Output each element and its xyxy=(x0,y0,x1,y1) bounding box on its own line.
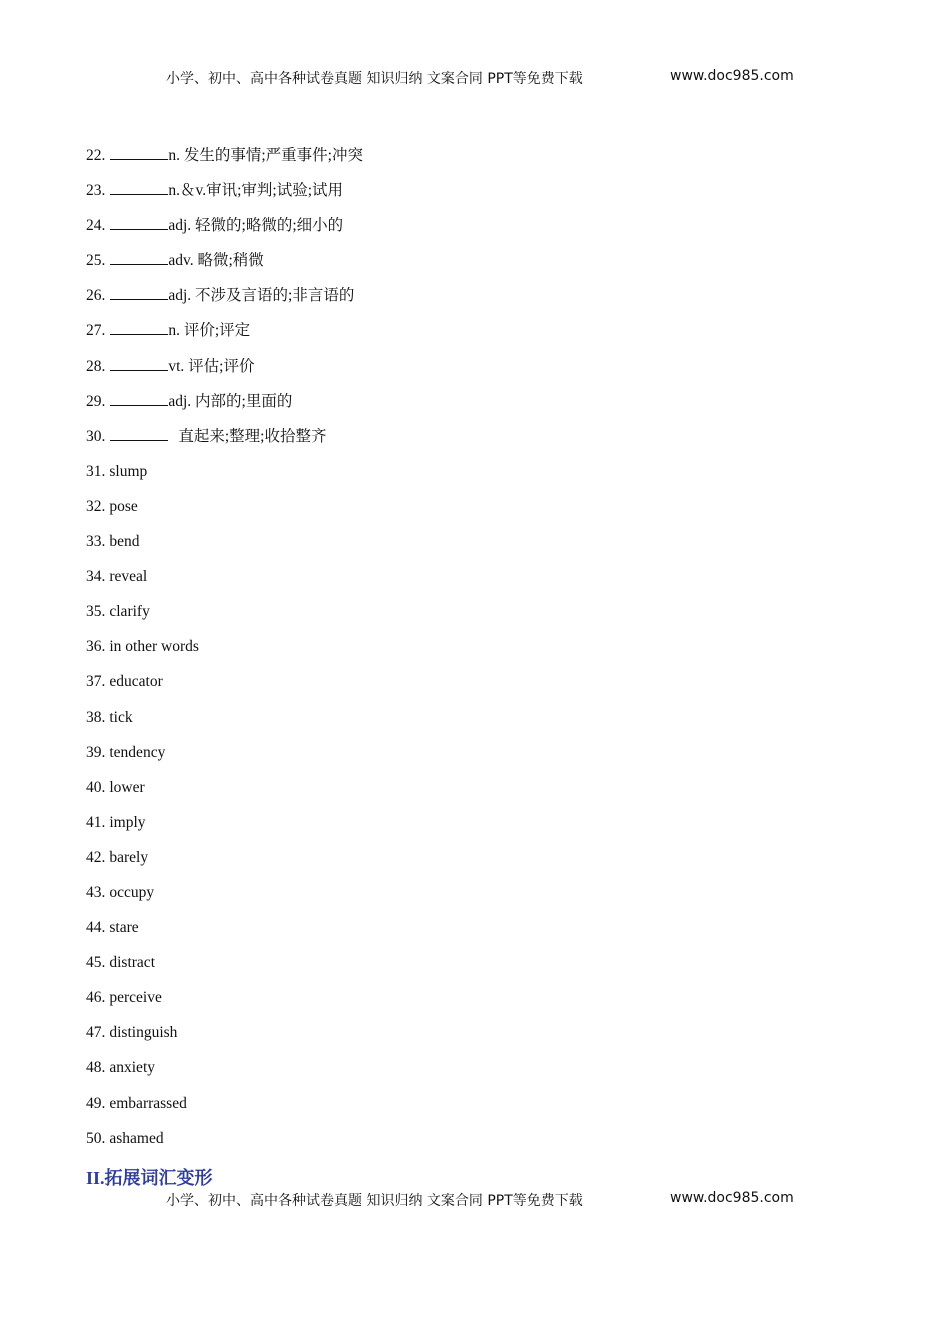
answer-blank[interactable] xyxy=(110,214,168,230)
word-item xyxy=(86,494,866,529)
fill-item xyxy=(86,318,866,353)
header-url: www.doc985.com xyxy=(670,68,794,84)
item-word: anxiety xyxy=(109,1059,155,1077)
item-number: 29. xyxy=(86,392,106,410)
word-item xyxy=(86,669,866,704)
word-item xyxy=(86,880,866,915)
word-item xyxy=(86,705,866,740)
item-number: 41. xyxy=(86,813,106,831)
item-definition: adj. 轻微的;略微的;细小的 xyxy=(168,217,344,235)
item-word: clarify xyxy=(109,603,150,621)
item-word: distract xyxy=(109,954,155,972)
item-number: 33. xyxy=(86,533,106,551)
word-item xyxy=(86,810,866,845)
item-definition: 直起来;整理;收拾整齐 xyxy=(178,427,327,445)
item-word: reveal xyxy=(109,568,148,586)
word-item xyxy=(86,599,866,634)
item-number: 50. xyxy=(86,1129,106,1147)
item-number: 34. xyxy=(86,568,106,586)
item-number: 25. xyxy=(86,252,106,270)
fill-item xyxy=(86,283,866,318)
item-word: distinguish xyxy=(109,1024,178,1042)
answer-blank[interactable] xyxy=(110,249,168,265)
item-number: 28. xyxy=(86,357,106,375)
item-number: 31. xyxy=(86,462,106,480)
word-item xyxy=(86,845,866,880)
word-item xyxy=(86,1091,866,1126)
item-number: 45. xyxy=(86,954,106,972)
answer-blank[interactable] xyxy=(110,179,168,195)
item-number: 47. xyxy=(86,1024,106,1042)
item-number: 48. xyxy=(86,1059,106,1077)
item-definition: n. 评价;评定 xyxy=(168,322,251,340)
answer-blank[interactable] xyxy=(110,355,168,371)
item-number: 43. xyxy=(86,883,106,901)
item-number: 42. xyxy=(86,848,106,866)
word-item xyxy=(86,740,866,775)
item-definition: adv. 略微;稍微 xyxy=(168,252,264,270)
item-word: tick xyxy=(109,708,133,726)
item-definition: n.＆v.审讯;审判;试验;试用 xyxy=(168,182,344,200)
item-number: 46. xyxy=(86,989,106,1007)
header-text: 小学、初中、高中各种试卷真题 知识归纳 文案合同 PPT等免费下载 xyxy=(166,71,583,87)
word-item xyxy=(86,1126,866,1161)
item-definition: n. 发生的事情;严重事件;冲突 xyxy=(168,147,363,164)
fill-item xyxy=(86,424,866,459)
item-word: stare xyxy=(109,919,139,937)
item-word: ashamed xyxy=(109,1129,164,1147)
word-item xyxy=(86,564,866,599)
item-word: in other words xyxy=(109,638,199,656)
answer-blank[interactable] xyxy=(110,390,168,406)
word-item xyxy=(86,950,866,985)
item-number: 22. xyxy=(86,147,106,164)
fill-item xyxy=(86,178,866,213)
footer-text: 小学、初中、高中各种试卷真题 知识归纳 文案合同 PPT等免费下载 xyxy=(166,1193,583,1209)
fill-item xyxy=(86,389,866,424)
item-number: 26. xyxy=(86,287,106,305)
item-word: imply xyxy=(109,813,146,831)
item-definition: adj. 内部的;里面的 xyxy=(168,392,293,410)
answer-blank[interactable] xyxy=(110,319,168,335)
fill-item xyxy=(86,248,866,283)
word-item xyxy=(86,915,866,950)
word-item xyxy=(86,459,866,494)
item-definition: vt. 评估;评价 xyxy=(168,357,255,375)
fill-item xyxy=(86,143,866,178)
item-number: 30. xyxy=(86,427,106,445)
item-word: slump xyxy=(109,462,148,480)
item-number: 44. xyxy=(86,919,106,937)
answer-blank[interactable] xyxy=(110,144,168,160)
answer-blank[interactable] xyxy=(110,425,168,441)
item-number: 24. xyxy=(86,217,106,235)
item-word: tendency xyxy=(109,743,166,761)
item-word: embarrassed xyxy=(109,1094,187,1112)
item-number: 39. xyxy=(86,743,106,761)
item-number: 27. xyxy=(86,322,106,340)
word-item xyxy=(86,529,866,564)
word-item xyxy=(86,1055,866,1090)
item-number: 40. xyxy=(86,778,106,796)
vocab-list xyxy=(86,143,866,1161)
item-word: perceive xyxy=(109,989,162,1007)
item-word: educator xyxy=(109,673,163,691)
item-word: bend xyxy=(109,533,140,551)
item-definition: adj. 不涉及言语的;非言语的 xyxy=(168,287,355,305)
fill-item xyxy=(86,213,866,248)
item-number: 32. xyxy=(86,497,106,515)
item-number: 38. xyxy=(86,708,106,726)
footer-url: www.doc985.com xyxy=(670,1190,794,1206)
item-number: 36. xyxy=(86,638,106,656)
fill-item xyxy=(86,354,866,389)
word-item xyxy=(86,775,866,810)
word-item xyxy=(86,634,866,669)
item-word: occupy xyxy=(109,883,155,901)
word-item xyxy=(86,1020,866,1055)
item-word: lower xyxy=(109,778,145,796)
section-title: II.拓展词汇变形 xyxy=(86,1168,213,1188)
item-number: 49. xyxy=(86,1094,106,1112)
item-number: 37. xyxy=(86,673,106,691)
item-word: barely xyxy=(109,848,149,866)
word-item xyxy=(86,985,866,1020)
item-word: pose xyxy=(109,497,138,515)
item-number: 23. xyxy=(86,182,106,200)
answer-blank[interactable] xyxy=(110,284,168,300)
item-number: 35. xyxy=(86,603,106,621)
